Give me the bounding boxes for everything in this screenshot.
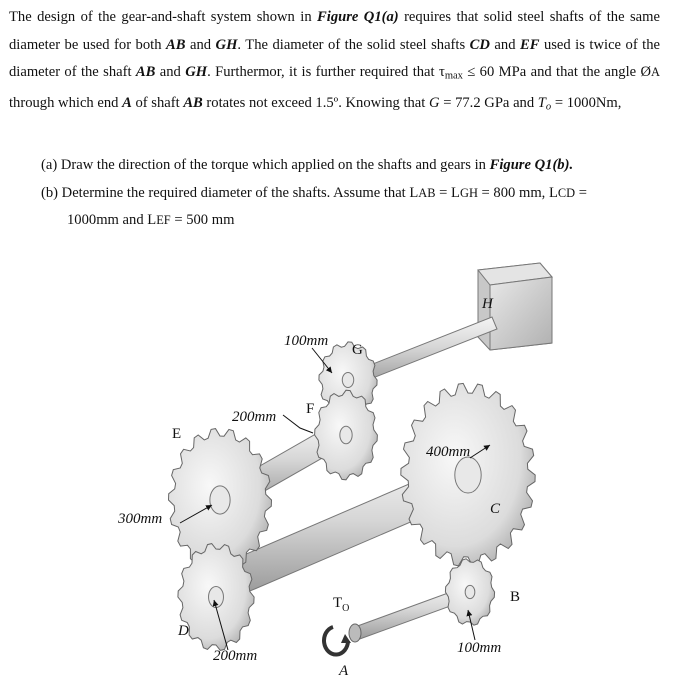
dim-300mm: 300mm xyxy=(118,511,163,527)
label-d: D xyxy=(178,623,189,639)
label-b: B xyxy=(510,589,521,605)
dim-200-upper-leader xyxy=(283,415,313,433)
gear-shaft-figure xyxy=(0,255,699,691)
gear-d xyxy=(178,544,254,651)
dim-200mm-upper: 200mm xyxy=(232,409,277,425)
problem-statement: The design of the gear-and-shaft system shown in Figure Q1(a) requires that solid steel shafts of the same diameter be used for both AB and GH. The diameter of the solid steel shafts CD and EF used is twice of the diameter of the shaft AB and GH. Furthermor, it is further required that $\tau_{max} \le 60$ MPa and that the angle ØA through which end A of shaft AB rotates not exceed 1.5º. Knowing that G = 77.2 GPa and $T_o = 1000Nm$, xyxy=(9,9,661,114)
gear-c xyxy=(401,383,535,566)
dim-100mm-bottom: 100mm xyxy=(457,640,502,656)
label-g: G xyxy=(352,342,363,358)
label-c: C xyxy=(490,501,501,517)
figure-q1a-ref: Figure Q1(a) xyxy=(317,9,399,25)
dim-100mm-top: 100mm xyxy=(284,333,329,349)
part-b: (b) Determine the required diameter of the shafts. Assume that LAB = LGH = 800 mm, LCD = xyxy=(41,184,588,201)
part-a: (a) Draw the direction of the torque which applied on the shafts and gears in Figure Q1(b). xyxy=(41,157,574,173)
torque-to-arrow xyxy=(324,624,361,655)
question-parts xyxy=(41,152,661,235)
label-e: E xyxy=(172,426,182,442)
label-f: F xyxy=(306,401,315,417)
label-h: H xyxy=(482,296,493,312)
label-a: A xyxy=(339,663,349,679)
label-torque: $T_O$ xyxy=(333,595,350,614)
gear-b xyxy=(445,559,494,625)
dim-400mm: 400mm xyxy=(426,444,471,460)
dim-200mm-lower: 200mm xyxy=(213,648,258,664)
part-b-continued: 1000mm and LEF = 500 mm xyxy=(67,212,235,229)
